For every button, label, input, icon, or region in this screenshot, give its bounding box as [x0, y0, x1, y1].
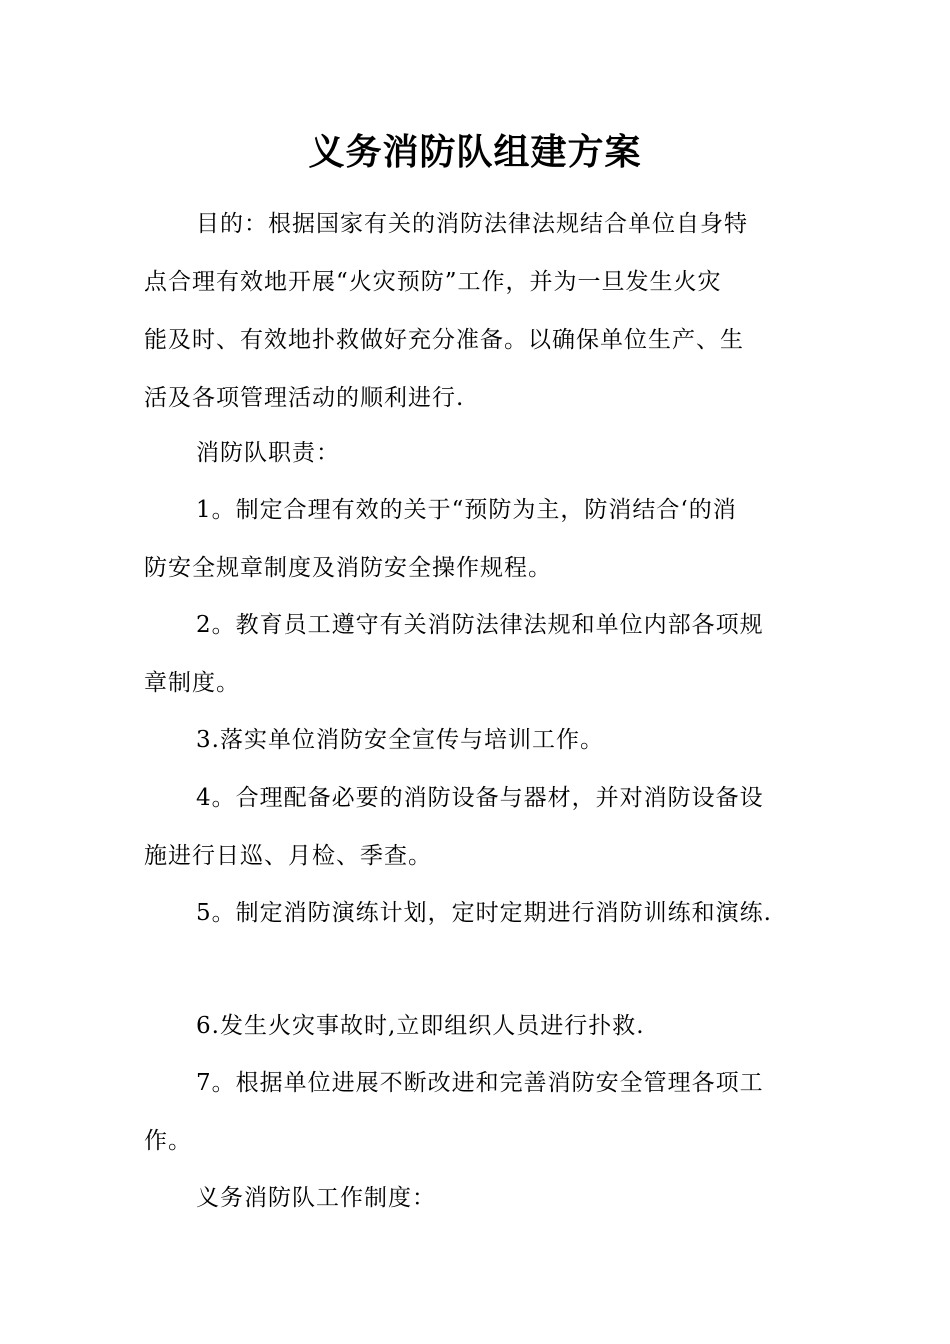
duty-item-7 [144, 1054, 816, 1170]
heading-line: 义务消防队工作制度： [196, 1185, 436, 1211]
paragraph-line: 6.发生火灾事故时,立即组织人员进行扑救. [196, 1013, 645, 1039]
paragraph-line: 2。教育员工遵守有关消防法律法规和单位内部各项规 [196, 612, 764, 638]
paragraph-line: 4。合理配备必要的消防设备与器材，并对消防设备设 [196, 785, 764, 811]
paragraph-line: 章制度。 [144, 670, 240, 696]
paragraph-line: 1。制定合理有效的关于“预防为主，防消结合‘的消 [196, 497, 737, 523]
duty-item-2 [144, 596, 816, 712]
paragraph-line: 施进行日巡、月检、季查。 [144, 843, 432, 869]
paragraph-line: 3.落实单位消防安全宣传与培训工作。 [196, 727, 604, 753]
paragraph-line: 防安全规章制度及消防安全操作规程。 [144, 555, 552, 581]
paragraph-line: 7。根据单位进展不断改进和完善消防安全管理各项工 [196, 1070, 764, 1096]
duty-item-6 [144, 997, 816, 1055]
paragraph-line: 目的：根据国家有关的消防法律法规结合单位自身特 [196, 211, 748, 237]
duty-item-4 [144, 769, 816, 885]
paragraph-line: 点合理有效地开展“火灾预防”工作，并为一旦发生火灾 [144, 269, 722, 295]
purpose-paragraph [144, 195, 816, 427]
duty-item-5 [144, 884, 816, 942]
paragraph-line: 能及时、有效地扑救做好充分准备。以确保单位生产、生 [144, 327, 744, 353]
duty-item-1 [144, 481, 816, 597]
document-title: 义务消防队组建方案 [308, 132, 642, 173]
paragraph-line: 活及各项管理活动的顺利进行. [144, 385, 465, 411]
heading-line: 消防队职责： [196, 440, 340, 466]
paragraph-line: 5。制定消防演练计划，定时定期进行消防训练和演练. [196, 900, 772, 926]
duty-item-3 [144, 711, 816, 769]
rules-heading [144, 1169, 816, 1227]
paragraph-line: 作。 [144, 1128, 192, 1154]
duties-heading [144, 424, 816, 482]
